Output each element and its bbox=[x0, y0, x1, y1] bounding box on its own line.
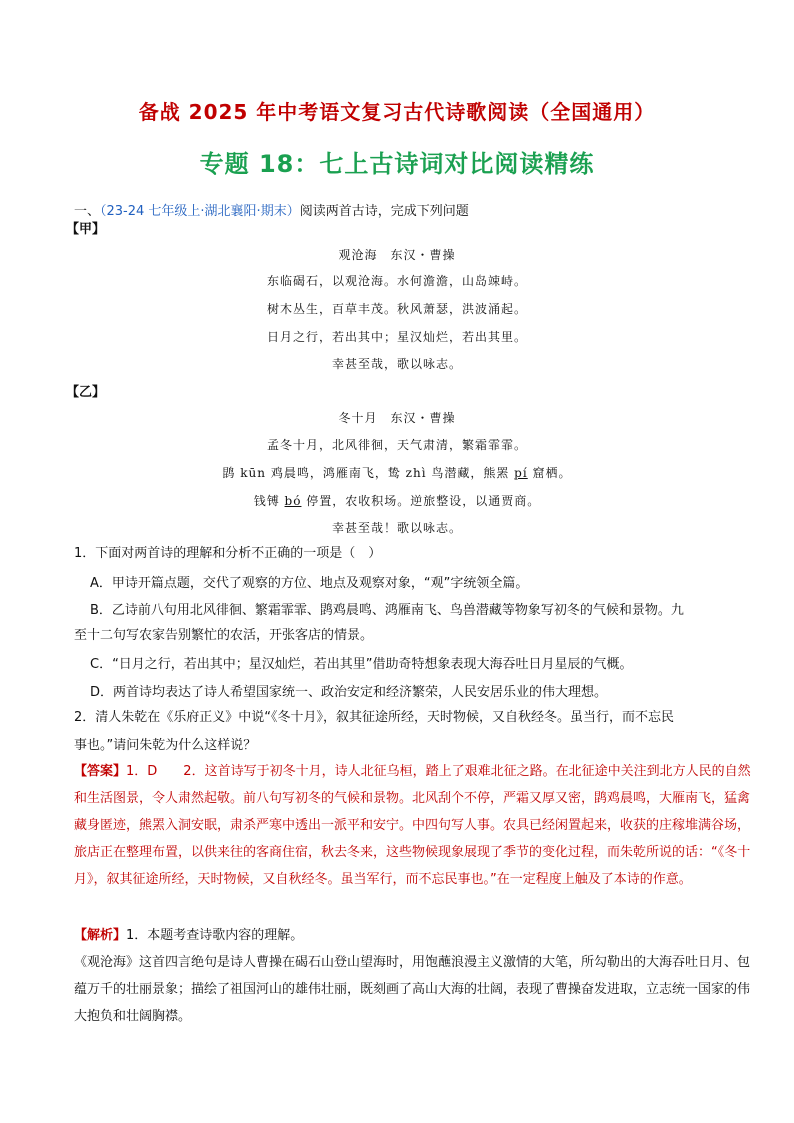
poem-b-line-3-part-2: 停置，农收积场。逆旅整设，以通贾商。 bbox=[301, 494, 541, 508]
answer-block bbox=[74, 758, 754, 893]
question-instruction: 阅读两首古诗，完成下列问题 bbox=[299, 204, 469, 219]
poem-a-line-4: 幸甚至哉，歌以咏志。 bbox=[331, 357, 462, 371]
answer-tag: 【答案】 bbox=[74, 764, 127, 779]
poem-b-title: 冬十月 东汉・曹操 bbox=[338, 411, 456, 425]
analysis-block bbox=[74, 922, 754, 1030]
q1-option-b-line-2: 至十二句写农家告别繁忙的农活，开张客店的情景。 bbox=[74, 628, 374, 643]
poem-b-label: 【乙】 bbox=[66, 385, 106, 400]
analysis-text-1: 1．本题考查诗歌内容的理解。 bbox=[126, 928, 304, 943]
poem-b-line-1: 孟冬十月，北风徘徊，天气肃清，繁霜霏霏。 bbox=[266, 438, 527, 452]
pinyin-pi: pí bbox=[514, 466, 528, 480]
analysis-tag: 【解析】 bbox=[74, 928, 127, 943]
q1-option-a: A．甲诗开篇点题，交代了观察的方位、地点及观察对象，“观”字统领全篇。 bbox=[90, 576, 529, 591]
q1-option-c: C．“日月之行，若出其中；星汉灿烂，若出其里”借助奇特想象表现大海吞吐日月星辰的气概。 bbox=[90, 657, 633, 672]
poem-a-label: 【甲】 bbox=[66, 222, 106, 237]
question-source: （23-24 七年级上·湖北襄阳·期末） bbox=[100, 204, 300, 219]
question-number: 一、 bbox=[74, 204, 101, 219]
answer-text: 1．D 2．这首诗写于初冬十月，诗人北征乌桓，踏上了艰难北征之路。在北征途中关注到北方人民的自然和生活图景，令人肃然起敬。前八句写初冬的气候和景物。北风刮个不停，严霜又厚又密，鹍鸡晨鸣，大雁南飞，猛禽藏身匿迹，熊罴入洞安眠，肃杀严寒中透出一派平和安宁。中四句写人事。农具已经闲置起来，收获的庄稼堆满谷场，旅店正在整理布置，以供来往的客商住宿，秋去冬来，这些物候现象展现了季节的变化过程，而朱乾所说的话：“《冬十月》，叙其征途所经，天时物候，又自秋经冬。虽当军行，而不忘民事也。”在一定程度上触及了本诗的作意。 bbox=[74, 764, 751, 887]
q1-option-b-line-1: B．乙诗前八句用北风徘徊、繁霜霏霏、鹍鸡晨鸣、鸿雁南飞、鸟兽潜藏等物象写初冬的气候和景物。九 bbox=[90, 603, 684, 618]
poem-b-line-3 bbox=[0, 492, 794, 509]
poem-b-line-2-part-2: 窟栖。 bbox=[527, 466, 572, 480]
poem-b-line-2-part-1: 鹍 kūn 鸡晨鸣，鸿雁南飞，鸷 zhì 鸟潜藏，熊罴 bbox=[222, 466, 515, 480]
document-title: 备战 2025 年中考语文复习古代诗歌阅读（全国通用） bbox=[138, 100, 656, 124]
poem-a-title: 观沧海 东汉・曹操 bbox=[338, 248, 456, 262]
question-intro bbox=[74, 200, 469, 219]
q2-line-1: 2．清人朱乾在《乐府正义》中说“《冬十月》，叙其征途所经，天时物候，又自秋经冬。虽当行，而不忘民 bbox=[74, 710, 675, 725]
poem-a-line-3: 日月之行，若出其中；星汉灿烂，若出其里。 bbox=[266, 330, 527, 344]
poem-a-line-2: 树木丛生，百草丰茂。秋风萧瑟，洪波涌起。 bbox=[266, 302, 527, 316]
analysis-text-2: 《观沧海》这首四言绝句是诗人曹操在碣石山登山望海时，用饱蘸浪漫主义激情的大笔，所勾勒出的大海吞吐日月、包蕴万千的壮丽景象；描绘了祖国河山的雄伟壮丽，既刻画了高山大海的壮阔，表现了曹操奋发进取，立志统一国家的伟大抱负和壮阔胸襟。 bbox=[74, 955, 751, 1024]
poem-b-line-3-part-1: 钱镈 bbox=[253, 494, 285, 508]
q2-line-2: 事也。”请问朱乾为什么这样说？ bbox=[74, 738, 257, 753]
q1-stem: 1．下面对两首诗的理解和分析不正确的一项是（ ） bbox=[74, 546, 382, 561]
q1-option-d: D．两首诗均表达了诗人希望国家统一、政治安定和经济繁荣，人民安居乐业的伟大理想。 bbox=[90, 685, 608, 700]
poem-b-line-4: 幸甚至哉！歌以咏志。 bbox=[331, 521, 462, 535]
poem-b-line-2 bbox=[0, 464, 794, 481]
pinyin-bo: bó bbox=[284, 494, 302, 508]
topic-title: 专题 18：七上古诗词对比阅读精练 bbox=[199, 150, 595, 178]
poem-a-line-1: 东临碣石，以观沧海。水何澹澹，山岛竦峙。 bbox=[266, 274, 527, 288]
